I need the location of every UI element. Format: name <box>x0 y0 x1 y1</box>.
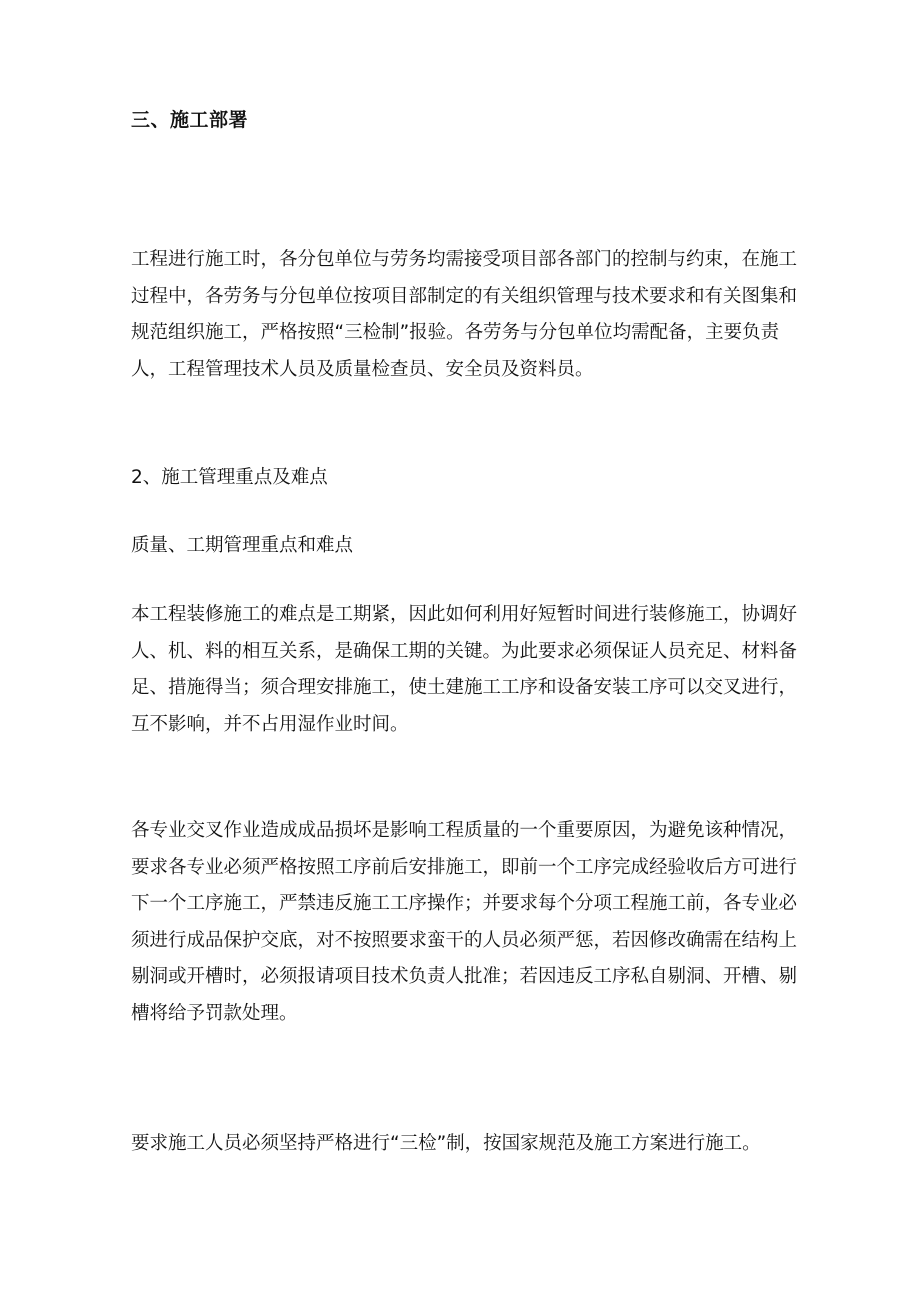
paragraph-line: 须进行成品保护交底，对不按照要求蛮干的人员必须严惩，若因修改确需在结构上 <box>131 929 798 951</box>
paragraph-line: 人，工程管理技术人员及质量检查员、安全员及资料员。 <box>131 358 594 380</box>
subsubsection-title: 质量、工期管理重点和难点 <box>131 535 354 556</box>
paragraph-line: 各专业交叉作业造成成品损坏是影响工程质量的一个重要原因，为避免该种情况， <box>131 820 798 841</box>
paragraph-line: 下一个工序施工，严禁违反施工工序操作；并要求每个分项工程施工前，各专业必 <box>131 893 798 914</box>
section-title: 三、施工部署 <box>131 109 249 131</box>
paragraph-organization <box>131 242 798 388</box>
paragraph-three-checks <box>131 1126 791 1163</box>
paragraph-schedule-difficulty <box>131 597 798 743</box>
paragraph-line: 剔洞或开槽时，必须报请项目技术负责人批准；若因违反工序私自剔洞、开槽、剔 <box>131 966 798 987</box>
paragraph-line: 本工程装修施工的难点是工期紧，因此如何利用好短暂时间进行装修施工，协调好 <box>131 604 798 625</box>
paragraph-line: 要求施工人员必须坚持严格进行“三检”制，按国家规范及施工方案进行施工。 <box>131 1133 761 1154</box>
subsection-title: 2、施工管理重点及难点 <box>131 467 328 488</box>
paragraph-line: 人、机、料的相互关系，是确保工期的关键。为此要求必须保证人员充足、材料备 <box>131 640 798 662</box>
paragraph-line: 规范组织施工，严格按照“三检制”报验。各劳务与分包单位均需配备，主要负责 <box>131 322 780 343</box>
paragraph-line: 工程进行施工时，各分包单位与劳务均需接受项目部各部门的控制与约束，在施工 <box>131 249 798 270</box>
paragraph-line: 槽将给予罚款处理。 <box>131 1002 298 1024</box>
paragraph-line: 过程中，各劳务与分包单位按项目部制定的有关组织管理与技术要求和有关图集和 <box>131 285 798 307</box>
paragraph-line: 要求各专业必须严格按照工序前后安排施工，即前一个工序完成经验收后方可进行 <box>131 856 798 878</box>
paragraph-cross-work-protection <box>131 813 798 1032</box>
paragraph-line: 足、措施得当；须合理安排施工，使土建施工工序和设备安装工序可以交叉进行， <box>131 677 798 698</box>
paragraph-line: 互不影响，并不占用湿作业时间。 <box>131 713 409 735</box>
